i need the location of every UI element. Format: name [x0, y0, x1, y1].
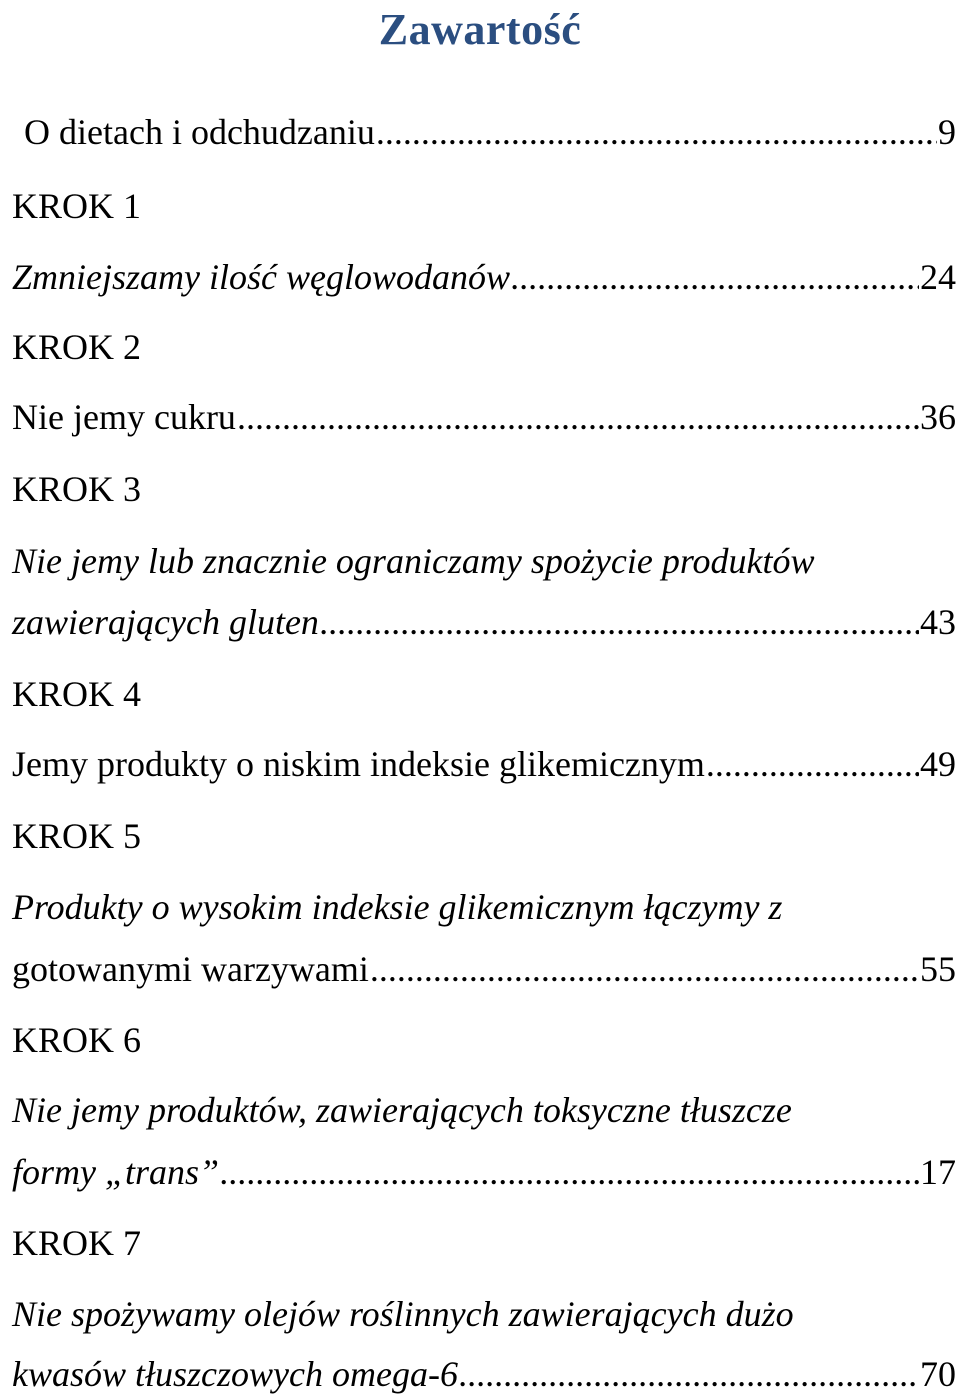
toc-entry-title: zawierających gluten [12, 602, 319, 642]
toc-entry-line[interactable] [12, 883, 956, 931]
toc-page-number: 70 [920, 1354, 956, 1394]
dot-leader [376, 108, 937, 156]
toc-entry[interactable] [12, 393, 956, 441]
dot-leader [237, 393, 919, 441]
page-title: Zawartość [378, 5, 582, 54]
toc-entry-title: O dietach i odchudzaniu [24, 112, 375, 152]
toc-entry-title: kwasów tłuszczowych omega-6 [12, 1354, 458, 1394]
dot-leader [220, 1148, 919, 1196]
toc-entry-title: Nie spożywamy olejów roślinnych zawierających dużo [12, 1294, 794, 1334]
toc-entry-title: Produkty o wysokim indeksie glikemicznym łączymy z [12, 887, 783, 927]
toc-entry-title: Nie jemy lub znacznie ograniczamy spożycie produktów [12, 541, 815, 581]
toc-step-label: KROK 3 [12, 469, 142, 509]
toc-page-number: 17 [920, 1152, 956, 1192]
toc-page-number: 9 [938, 112, 956, 152]
toc-step-label: KROK 4 [12, 674, 142, 714]
toc-entry[interactable] [24, 108, 956, 156]
toc-entry-title: Nie jemy cukru [12, 397, 236, 437]
toc-entry-line[interactable] [12, 537, 956, 585]
toc-entry-title: Jemy produkty o niskim indeksie glikemicznym [12, 744, 705, 784]
toc-entry[interactable] [12, 1148, 956, 1196]
toc-entry[interactable] [12, 740, 956, 788]
toc-page-number: 55 [920, 949, 956, 989]
dot-leader [706, 740, 919, 788]
toc-step-heading [12, 323, 956, 371]
toc-step-heading [12, 182, 956, 230]
toc-entry[interactable] [12, 598, 956, 646]
dot-leader [370, 945, 919, 993]
toc-step-heading [12, 1219, 956, 1267]
toc-step-heading [12, 670, 956, 718]
toc-entry-title: gotowanymi warzywami [12, 949, 369, 989]
toc-step-heading [12, 812, 956, 860]
toc-step-label: KROK 7 [12, 1223, 142, 1263]
toc-entry[interactable] [12, 253, 956, 301]
dot-leader [511, 253, 919, 301]
toc-step-label: KROK 2 [12, 327, 142, 367]
toc-step-heading [12, 1016, 956, 1064]
toc-entry-line[interactable] [12, 1290, 956, 1338]
toc-step-label: KROK 5 [12, 816, 142, 856]
toc-entry-title: Zmniejszamy ilość węglowodanów [12, 257, 511, 297]
toc-step-label: KROK 6 [12, 1020, 142, 1060]
dot-leader [459, 1350, 919, 1398]
dot-leader [320, 598, 919, 646]
toc-entry-title: formy „trans” [12, 1152, 220, 1192]
toc-page-number: 24 [920, 257, 956, 297]
toc-page-number: 43 [920, 602, 956, 642]
toc-step-heading [12, 465, 956, 513]
toc-page-number: 49 [920, 744, 956, 784]
toc-entry[interactable] [12, 945, 956, 993]
toc-entry-title: Nie jemy produktów, zawierających toksyczne tłuszcze [12, 1090, 792, 1130]
toc-step-label: KROK 1 [12, 186, 142, 226]
toc-entry-line[interactable] [12, 1086, 956, 1134]
toc-page-number: 36 [920, 397, 956, 437]
toc-entry[interactable] [12, 1350, 956, 1398]
